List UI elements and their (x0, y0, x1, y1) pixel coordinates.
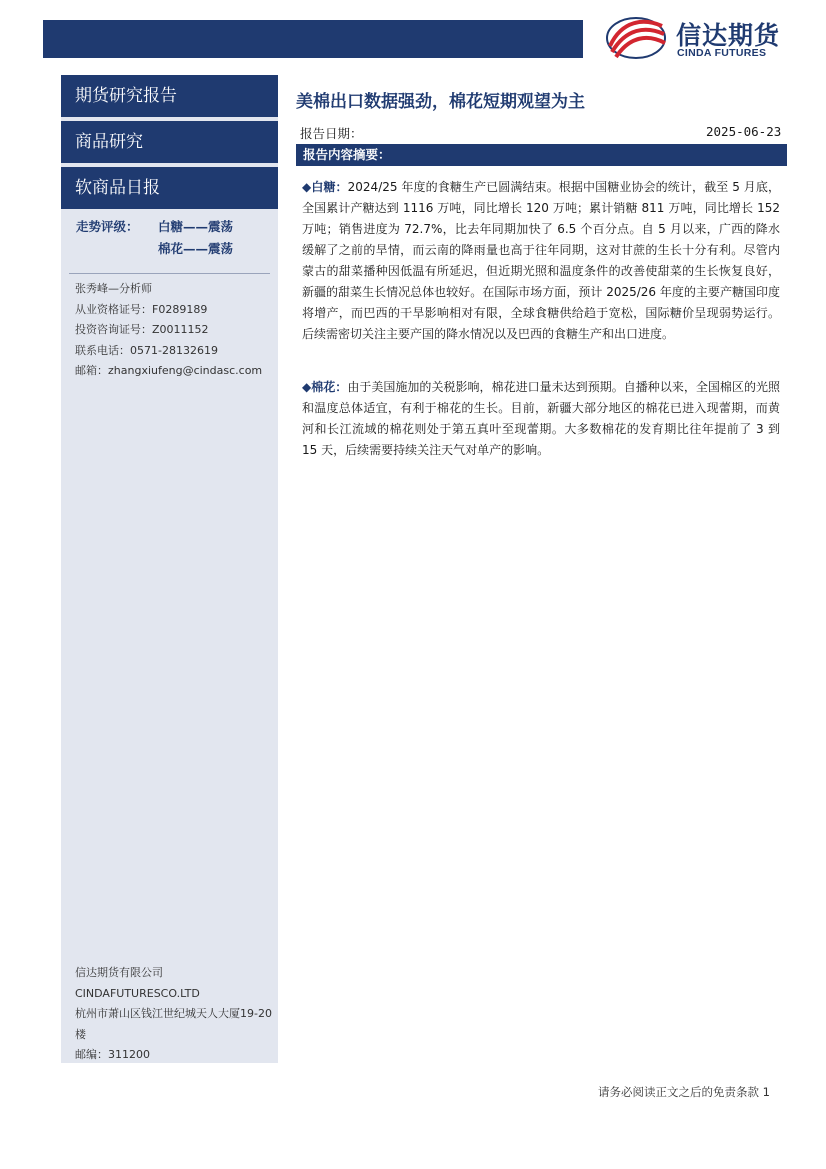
trend-rating-label: 走势评级： (76, 219, 139, 234)
paragraph-cotton (302, 377, 780, 461)
footer-disclaimer: 请务必阅读正文之后的免责条款 1 (598, 1085, 770, 1099)
bullet-cotton: ◆棉花： (302, 380, 348, 394)
bullet-sugar: ◆白糖： (302, 180, 348, 194)
company-address: 杭州市萧山区钱江世纪城天人大厦19-20楼 (75, 1007, 272, 1041)
cinda-logo-icon (604, 16, 668, 60)
trend-rating (76, 216, 233, 260)
sidebar-header-category: 商品研究 (61, 121, 278, 163)
company-postcode: 邮编：311200 (75, 1048, 150, 1061)
report-date-label: 报告日期： (300, 126, 363, 141)
paragraph-sugar (302, 177, 780, 345)
sidebar (61, 75, 278, 1063)
analyst-consulting-cert: 投资咨询证号：Z0011152 (75, 323, 209, 336)
report-title: 美棉出口数据强劲，棉花短期观望为主 (296, 92, 585, 112)
rating-cotton: 棉花——震荡 (158, 241, 234, 256)
divider (69, 273, 270, 274)
analyst-info (75, 279, 262, 382)
sidebar-header-report-type: 期货研究报告 (61, 75, 278, 117)
logo-chinese-name: 信达期货 (676, 21, 781, 50)
paragraph-cotton-text: 由于美国施加的关税影响，棉花进口量未达到预期。自播种以来，全国棉区的光照和温度总体适宜，有利于棉花的生长。目前，新疆大部分地区的棉花已进入现蕾期，而黄河和长江流域的棉花则处于第五真叶至现蕾期。大多数棉花的发育期比往年提前了 3 到 15 天，后续需要持续关注天气对单产的影响。 (302, 380, 780, 457)
cinda-logo (604, 14, 794, 62)
analyst-name: 张秀峰—分析师 (75, 282, 152, 295)
company-info (75, 963, 278, 1066)
company-english-name: CINDAFUTURESCO.LTD (75, 986, 200, 1000)
summary-header: 报告内容摘要： (296, 144, 787, 166)
sidebar-header-report-name: 软商品日报 (61, 167, 278, 209)
analyst-email: 邮箱：zhangxiufeng@cindasc.com (75, 364, 263, 377)
rating-sugar: 白糖——震荡 (158, 219, 234, 234)
analyst-phone: 联系电话：0571-28132619 (75, 343, 218, 357)
header-bar (43, 20, 583, 58)
report-date-value: 2025-06-23 (706, 124, 782, 139)
analyst-qualification: 从业资格证号：F0289189 (75, 302, 208, 316)
paragraph-sugar-text: 2024/25 年度的食糖生产已圆满结束。根据中国糖业协会的统计，截至 5 月底，全国累计产糖达到 1116 万吨，同比增长 120 万吨；累计销糖 811 万吨，同比增长 152 万吨；销售进度为 72.7%，比去年同期加快了 6.5 个百分点。自 5 月以来，广西的降水缓解了之前的旱情，而云南的降雨量也高于往年同期，这对甘蔗的生长十分有利。尽管内蒙古的甜菜播种因低温有所延迟，但近期光照和温度条件的改善使甜菜的生长恢复良好，新疆的甜菜生长情况总体也较好。在国际市场方面，预计 2025/26 年度的主要产糖国印度将增产，而巴西的干旱影响相对有限，全球食糖供给趋于宽松，国际糖价呈现弱势运行。后续需密切关注主要产国的降水情况以及巴西的食糖生产和出口进度。 (302, 180, 780, 341)
company-name: 信达期货有限公司 (75, 966, 163, 979)
logo-english-name: CINDA FUTURES (677, 47, 767, 59)
